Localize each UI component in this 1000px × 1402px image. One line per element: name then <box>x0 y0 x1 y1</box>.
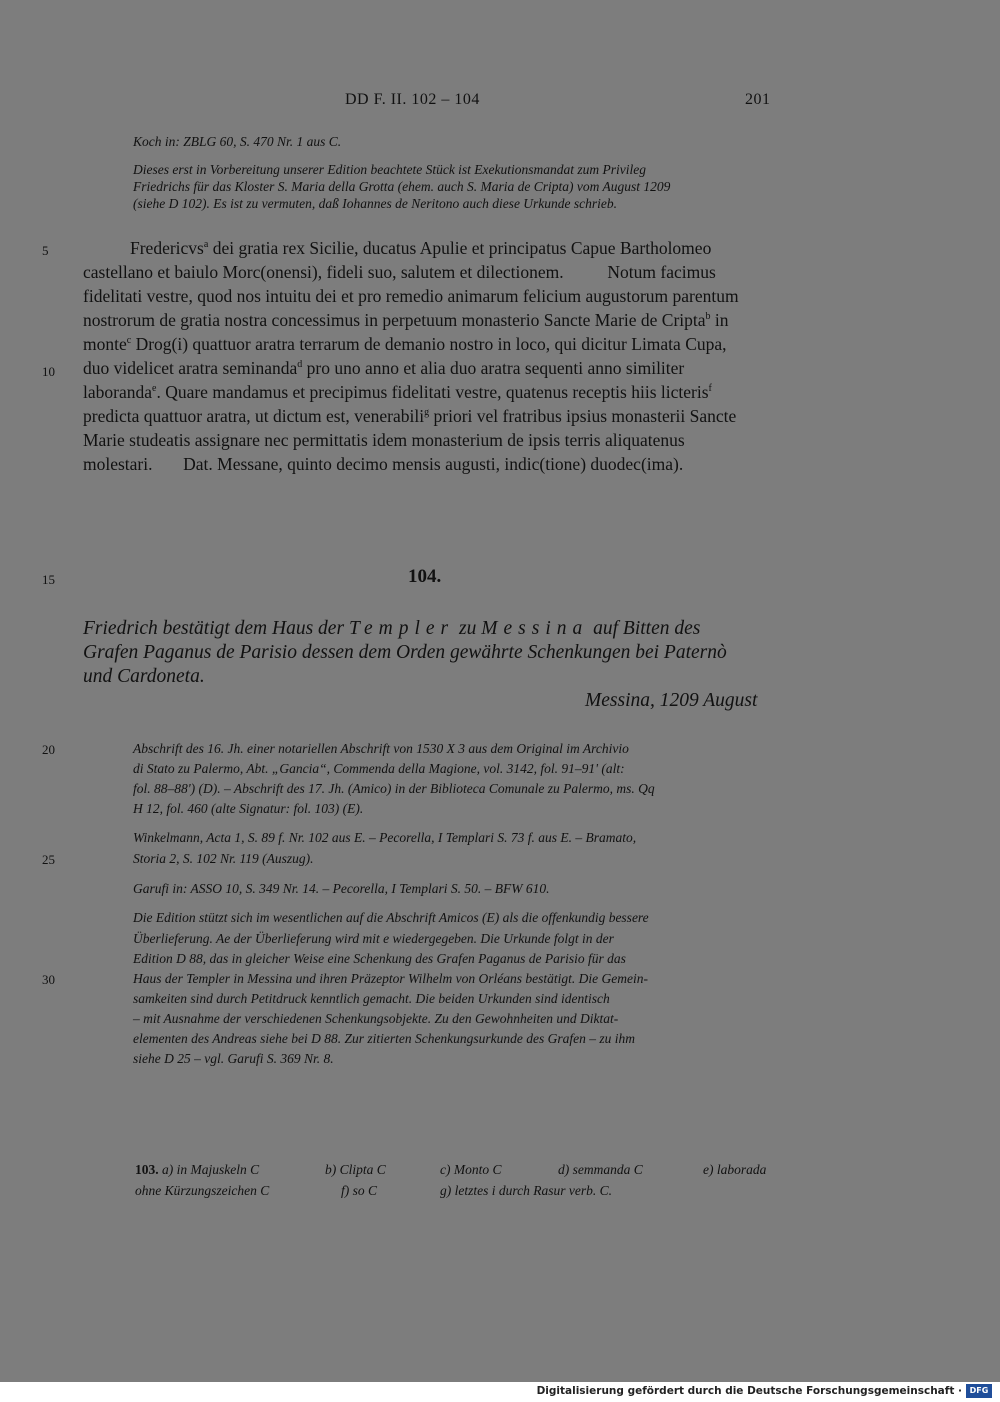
footnote-a: 103. a) in Majuskeln C <box>135 1162 260 1177</box>
commentary-line: Friedrichs für das Kloster S. Maria della Grotta (ehem. auch S. Maria de Cripta) vom August 1209 <box>133 179 671 194</box>
line-number: 15 <box>42 572 55 587</box>
edition-note: Koch in: ZBLG 60, S. 470 Nr. 1 aus C. <box>133 134 342 149</box>
dateline: Messina, 1209 August <box>585 690 758 711</box>
commentary-line: Edition D 88, das in gleicher Weise eine Schenkung des Grafen Paganus de Parisio für das <box>133 951 626 966</box>
page-number: 201 <box>745 91 771 108</box>
footnote-b: b) Clipta C <box>325 1162 386 1177</box>
footnote-c: c) Monto C <box>440 1162 502 1177</box>
editions-line: Storia 2, S. 102 Nr. 119 (Auszug). <box>133 851 314 866</box>
charter-text-line: nostrorum de gratia nostra concessimus in perpetuum monasterio Sancte Marie de Cripta$^b$ in <box>83 310 729 330</box>
summary-line: Grafen Paganus de Parisio dessen dem Orden gewährte Schenkungen bei Paternò <box>83 642 727 663</box>
charter-text-line: monte$^c$ Drog(i) quattuor aratra terrarum de demanio nostro in loco, qui dicitur Limata Cupa, <box>83 334 727 354</box>
regesta-line: Garufi in: ASSO 10, S. 349 Nr. 14. – Pecorella, I Templari S. 50. – BFW 610. <box>133 881 550 896</box>
charter-text-line: fidelitati vestre, quod nos intuitu dei et pro remedio animarum felicium augustorum parentum <box>83 286 739 306</box>
commentary-line: (siehe D 102). Es ist zu vermuten, daß Iohannes de Neritono auch diese Urkunde schrieb. <box>133 196 618 211</box>
charter-text-line: laboranda$^e$. Quare mandamus et precipimus fidelitati vestre, quatenus receptis hiis licteris$^f$ <box>83 382 712 402</box>
footnote-e-continued: ohne Kürzungszeichen C <box>135 1183 270 1198</box>
commentary-line: Dieses erst in Vorbereitung unserer Edition beachtete Stück ist Exekutionsmandat zum Privileg <box>133 162 647 177</box>
tradition-line: di Stato zu Palermo, Abt. „Gancia“, Commenda della Magione, vol. 3142, fol. 91–91' (alt: <box>133 761 625 776</box>
dfg-logo: DFG <box>966 1384 992 1398</box>
footnote-e: e) laborada <box>703 1162 767 1177</box>
summary-line: und Cardoneta. <box>83 666 205 687</box>
charter-text-line: duo videlicet aratra seminanda$^d$ pro uno anno et alia duo aratra sequenti anno similiter <box>83 358 685 378</box>
tradition-line: H 12, fol. 460 (alte Signatur: fol. 103) (E). <box>133 801 364 816</box>
summary-line: Friedrich bestätigt dem Haus der Templer zu Messina auf Bitten des <box>83 618 701 639</box>
document-number: 104. <box>408 566 442 587</box>
charter-text-line: molestari. Dat. Messane, quinto decimo mensis augusti, indic(tione) duodec(ima). <box>83 454 684 474</box>
editions-line: Winkelmann, Acta 1, S. 89 f. Nr. 102 aus E. – Pecorella, I Templari S. 73 f. aus E. – Bramato, <box>133 830 637 845</box>
tradition-line: Abschrift des 16. Jh. einer notariellen Abschrift von 1530 X 3 aus dem Original im Archivio <box>133 741 629 756</box>
line-number: 10 <box>42 364 55 379</box>
footnote-g: g) letztes i durch Rasur verb. C. <box>440 1183 612 1198</box>
commentary-line: Die Edition stützt sich im wesentlichen auf die Abschrift Amicos (E) als die offenkundig bessere <box>133 910 649 925</box>
charter-text-line: Fredericvs$^a$ dei gratia rex Sicilie, ducatus Apulie et principatus Capue Bartholomeo <box>130 238 712 258</box>
line-number: 25 <box>42 852 55 867</box>
running-title: DD F. II. 102 – 104 <box>345 91 480 108</box>
funding-credit: Digitalisierung gefördert durch die Deutsche Forschungsgemeinschaft · <box>536 1385 962 1397</box>
footer-bar <box>0 1382 1000 1402</box>
footnote-d: d) semmanda C <box>558 1162 643 1177</box>
line-number: 30 <box>42 972 55 987</box>
commentary-line: elementen des Andreas siehe bei D 88. Zur zitierten Schenkungsurkunde des Grafen – zu ihm <box>133 1031 636 1046</box>
commentary-line: Haus der Templer in Messina und ihren Präzeptor Wilhelm von Orléans bestätigt. Die Gemein- <box>133 971 648 986</box>
commentary-line: siehe D 25 – vgl. Garufi S. 369 Nr. 8. <box>133 1051 334 1066</box>
line-number: 20 <box>42 742 55 757</box>
charter-text-line: predicta quattuor aratra, ut dictum est, venerabili$^g$ priori vel fratribus ipsius monasterii Sancte <box>83 406 737 426</box>
footnote-f: f) so C <box>341 1183 378 1198</box>
charter-text-line: castellano et baiulo Morc(onensi), fideli suo, salutem et dilectionem. Notum facimus <box>83 262 716 282</box>
commentary-line: Überlieferung. Ae der Überlieferung wird mit e wiedergegeben. Die Urkunde folgt in der <box>133 931 614 946</box>
tradition-line: fol. 88–88') (D). – Abschrift des 17. Jh. (Amico) in der Biblioteca Comunale zu Palermo, ms. Qq <box>133 781 655 796</box>
commentary-line: samkeiten sind durch Petitdruck kenntlich gemacht. Die beiden Urkunden sind identisch <box>133 991 610 1006</box>
charter-text-line: Marie studeatis assignare nec permittatis idem monasterium de ipsis terris aliquatenus <box>83 430 685 450</box>
line-number: 5 <box>42 243 49 258</box>
commentary-line: – mit Ausnahme der verschiedenen Schenkungsobjekte. Zu den Gewohnheiten und Diktat- <box>133 1011 619 1026</box>
